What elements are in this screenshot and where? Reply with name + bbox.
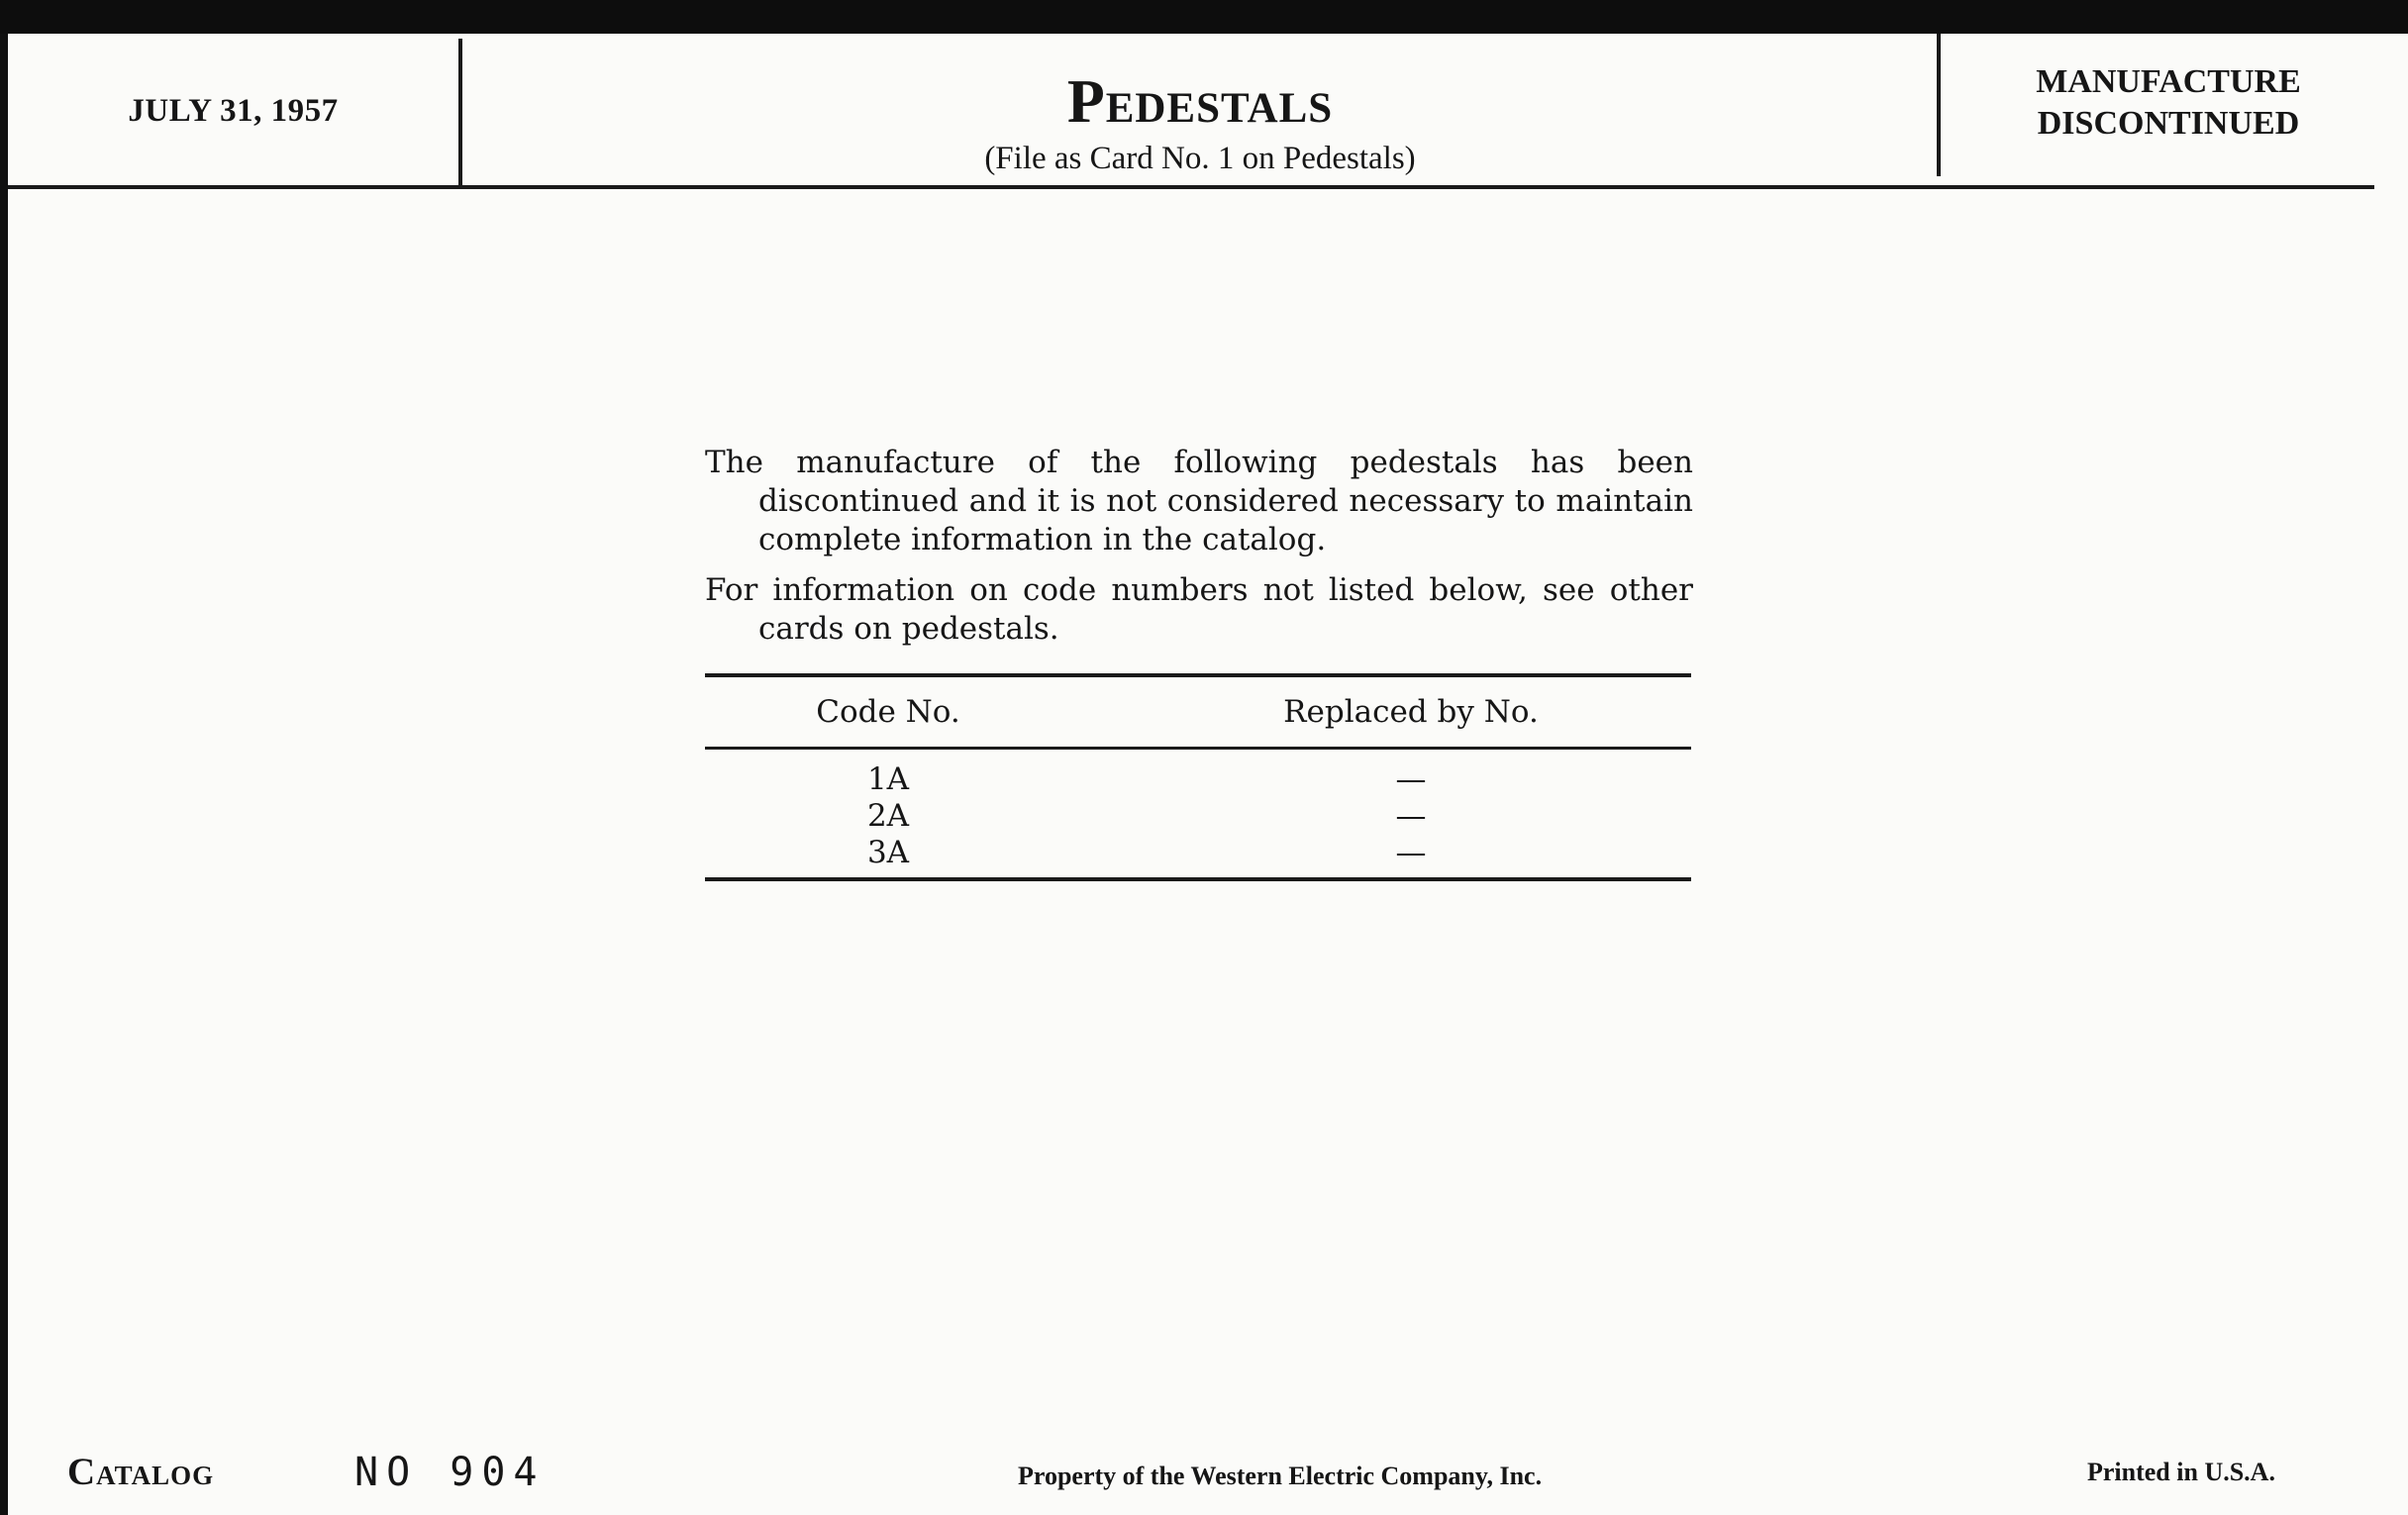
code-cell: 2A — [866, 798, 910, 834]
column-header-code: Code No. — [816, 694, 960, 730]
status-line-2: DISCONTINUED — [2037, 105, 2300, 142]
code-cell: 1A — [866, 761, 910, 797]
notice-paragraph-1: The manufacture of the following pedestals has been discontinued and it is not considered necessary to maintain complete information in the catalog. — [705, 445, 1693, 557]
notice-paragraph-2: For information on code numbers not listed below, see other cards on pedestals. — [705, 572, 1693, 647]
replaced-cell: — — [1395, 798, 1427, 834]
header-divider-left — [458, 39, 462, 189]
status-label — [1941, 61, 2396, 145]
catalog-label: Catalog — [67, 1451, 215, 1493]
code-cell: 3A — [866, 835, 910, 870]
table-body — [705, 750, 1691, 877]
replaced-cell: — — [1395, 835, 1427, 870]
page-title: Pedestals — [1066, 68, 1334, 136]
header-rule — [8, 185, 2374, 189]
table-bottom-rule — [705, 877, 1691, 881]
scan-border — [0, 0, 2408, 34]
replaced-cell: — — [1395, 761, 1427, 797]
printed-notice: Printed in U.S.A. — [2087, 1458, 2275, 1486]
table-row — [705, 761, 1691, 798]
property-notice: Property of the Western Electric Company, Inc. — [1018, 1462, 1543, 1490]
table-row — [705, 835, 1691, 871]
catalog-card — [8, 34, 2408, 1515]
status-line-1: MANUFACTURE — [2036, 63, 2301, 100]
catalog-number: NO 904 — [354, 1450, 546, 1495]
table-header-row — [705, 677, 1691, 747]
column-header-replaced: Replaced by No. — [1283, 694, 1539, 730]
notice-text — [705, 444, 1693, 660]
code-table — [705, 673, 1691, 881]
page-subtitle: (File as Card No. 1 on Pedestals) — [984, 141, 1416, 176]
table-row — [705, 798, 1691, 835]
issue-date: JULY 31, 1957 — [128, 93, 339, 129]
